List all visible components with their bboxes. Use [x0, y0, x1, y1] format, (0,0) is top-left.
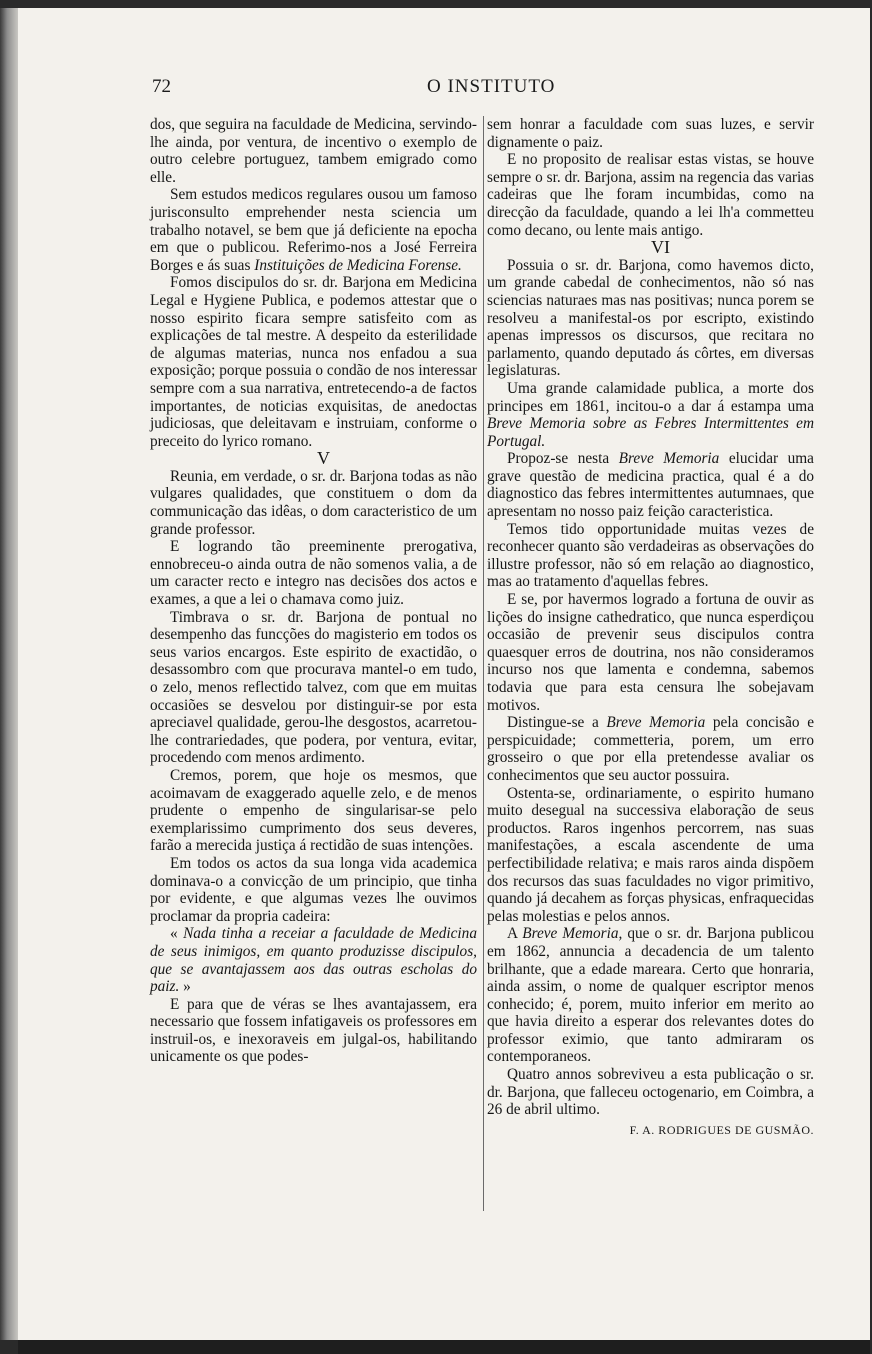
paragraph: Timbrava o sr. dr. Barjona de pontual no desempenho das funcções do magisterio em todos os seus varios encargos. Este espirito de exactidão, o desassombro com que procurava mantel-o em tudo, o zelo, menos reflectido talvez, com que em muitas occasiões se desvelou por distinguir-se por esta apreciavel qualidade, gerou-lhe desgostos, acarretou-lhe contrariedades, que podera, por ventura, evitar, procedendo com menos ardimento.: [150, 608, 477, 767]
paragraph: Temos tido opportunidade muitas vezes de reconhecer quanto são verdadeiras as observações do illustre professor, não só em relação ao diagnostico, mas ao tratamento d'aquellas febres.: [487, 520, 814, 591]
paragraph: Fomos discipulos do sr. dr. Barjona em Medicina Legal e Hygiene Publica, e podemos attestar que o nosso espirito ficara sempre satisfeito com as explicações de tal mestre. A despeito da esterilidade de algumas materias, nunca nos enfadou a sua exposição; porque possuia o condão de nos interessar sempre com a sua narrativa, entretecendo-a de factos importantes, de noticias exquisitas, de anedoctas judiciosas, que deleitavam e instruiam, conforme o preceito do lyrico romano.: [150, 274, 477, 450]
paragraph: Distingue-se a Breve Memoria pela concisão e perspicuidade; commetteria, porem, um erro grosseiro o que por ella pretendesse avaliar os conhecimentos que seu auctor possuira.: [487, 714, 814, 784]
paragraph: E logrando tão preeminente prerogativa, ennobreceu-o ainda outra de não somenos valia, a de um caracter recto e integro nas decisões dos actos e exames, a que a lei o chamava como juiz.: [150, 538, 477, 609]
paragraph: Propoz-se nesta Breve Memoria elucidar uma grave questão de medicina practica, qual é a do diagnostico das febres intermittentes autumnaes, que apresentam no nosso paiz feição caracteristica.: [487, 450, 814, 521]
paragraph: Quatro annos sobreviveu a esta publicação o sr. dr. Barjona, que falleceu octogenario, em Coimbra, a 26 de abril ultimo.: [487, 1066, 814, 1119]
column-divider: [483, 116, 484, 1211]
paragraph: Sem estudos medicos regulares ousou um famoso jurisconsulto emprehender nesta sciencia um trabalho notavel, se bem que já deficiente na epocha em que o publicou. Referimo-nos a José Ferreira Borges e ás suas Instituições de Medicina Forense.: [150, 186, 477, 274]
paragraph: Em todos os actos da sua longa vida academica dominava-o a convicção de um principio, que tinha por evidente, e que algumas vezes lhe ouvimos proclamar da propria cadeira:: [150, 854, 477, 925]
book-title: Breve Memoria: [618, 450, 720, 468]
section-heading: VI: [651, 237, 670, 258]
paragraph: Possuia o sr. dr. Barjona, como havemos dicto, um grande cabedal de conhecimentos, não só nas sciencias naturaes mas nas positivas; nunca porem se resolveu a manifestal-os por escripto, existindo apenas impressos os discursos, que recitara no parlamento, quando deputado ás côrtes, em diversas legislaturas.: [487, 256, 814, 380]
paragraph: E para que de véras se lhes avantajassem, era necessario que fossem infatigaveis os professores em instruil-os, e inexoraveis em julgal-os, habilitando unicamente os que podes-: [150, 995, 477, 1066]
paragraph: Ostenta-se, ordinariamente, o espirito humano muito desegual na successiva elaboração de seus productos. Raros ingenhos percorrem, nas suas manifestações, a escala ascendente de uma perfectibilidade relativa; e mais raros ainda dispõem dos recursos das suas faculdades no vigor primitivo, quando já decahem as forças physicas, enfraquecidas pelas molestias e pelos annos.: [487, 784, 814, 925]
book-title: Breve Memoria sobre as Febres Intermittentes em Portugal.: [487, 415, 814, 450]
book-title: Breve Memoria,: [522, 925, 623, 943]
book-binding-edge: [0, 8, 18, 1340]
block-quote: « Nada tinha a receiar a faculdade de Medicina de seus inimigos, em quanto produzisse discipulos, que se avantajassem aos das outras escholas do paiz. »: [150, 925, 477, 996]
book-title: Instituições de Medicina Forense.: [254, 256, 462, 274]
right-column: [487, 116, 814, 1139]
paragraph: sem honrar a faculdade com suas luzes, e servir dignamente o paiz.: [487, 116, 814, 151]
book-title: Breve Memoria: [606, 714, 706, 732]
running-title: O INSTITUTO: [427, 76, 556, 97]
paragraph: E se, por havermos logrado a fortuna de ouvir as lições do insigne cathedratico, que nunca esperdiçou occasião de prevenir seus discipulos contra quaesquer erros de doutrina, nos não consideramos incurso nos que lamenta e condemna, sabemos todavia que para esta censura lhe sobejavam motivos.: [487, 591, 814, 714]
author-signature: F. A. RODRIGUES DE GUSMÃO.: [629, 1122, 814, 1137]
left-column: [150, 116, 477, 1066]
paragraph: E no proposito de realisar estas vistas, se houve sempre o sr. dr. Barjona, assim na regencia das varias cadeiras que lhe foram incumbidas, como na direcção da faculdade, quando a lei lh'a commetteu como decano, ou lente mais antigo.: [487, 151, 814, 239]
section-heading: V: [317, 448, 330, 469]
paragraph: Cremos, porem, que hoje os mesmos, que acoimavam de exaggerado aquelle zelo, e de menos prudente o empenho de singularisar-se pelo exemplarissimo cumprimento dos seus deveres, farão a merecida justiça á rectidão de suas intenções.: [150, 766, 477, 855]
page-bottom-edge: [18, 1340, 870, 1354]
paragraph: A Breve Memoria, que o sr. dr. Barjona publicou em 1862, annuncia a decadencia de um talento brilhante, que a edade mareara. Certo que honraria, ainda assim, o nome de qualquer escriptor menos conhecido; é, porem, muito inferior em merito ao que havia direito a esperar dos relevantes dotes do professor eximio, que tanto admiraram os contemporaneos.: [487, 925, 814, 1066]
page-number: 72: [152, 76, 171, 97]
page-header: [152, 76, 810, 102]
paragraph: Uma grande calamidade publica, a morte dos principes em 1861, incitou-o a dar á estampa uma Breve Memoria sobre as Febres Intermittentes em Portugal.: [487, 379, 814, 450]
paragraph: dos, que seguira na faculdade de Medicina, servindo-lhe ainda, por ventura, de incentivo o exemplo de outro celebre portuguez, tambem emigrado como elle.: [150, 116, 477, 186]
paragraph: Reunia, em verdade, o sr. dr. Barjona todas as não vulgares qualidades, que constituem o dom da communicação das idêas, o dom caracteristico de um grande professor.: [150, 467, 477, 538]
